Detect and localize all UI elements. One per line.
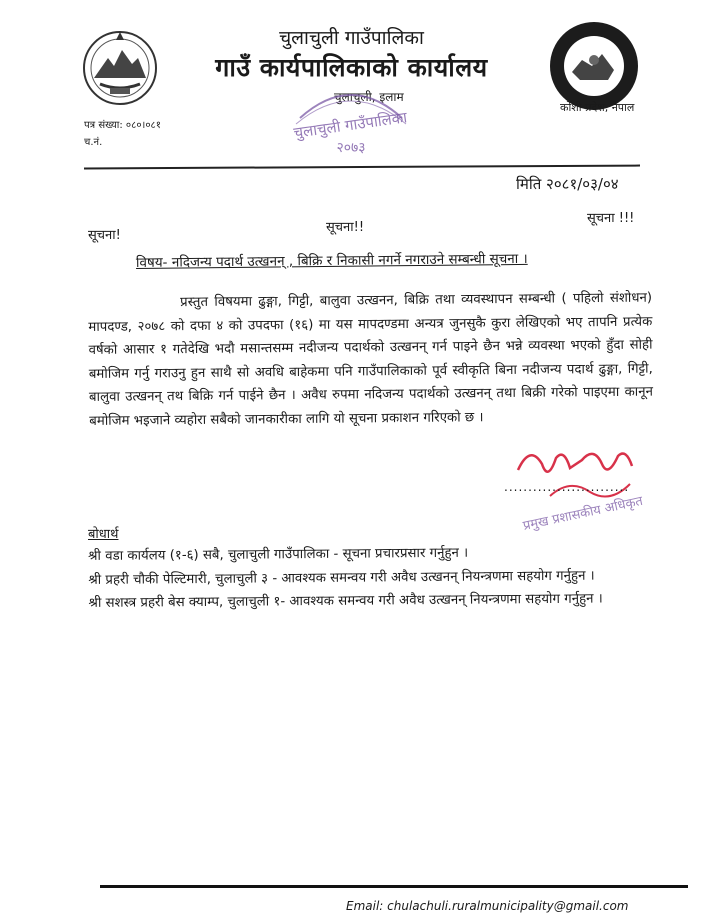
office-title: गाउँ कार्यपालिकाको कार्यालय <box>215 53 488 82</box>
notice-label-middle: सूचना!! <box>326 220 365 235</box>
seal-year: २०७३ <box>336 140 366 156</box>
province-address: कोशी प्रदेश, नेपाल <box>560 101 635 114</box>
header-divider <box>84 165 640 170</box>
subject-line: विषय- नदिजन्य पदार्थ उत्खनन् , बिक्रि र निकासी नगर्ने नगराउने सम्बन्धी सूचना । <box>135 250 528 271</box>
list-item: श्री सशस्त्र प्रहरी बेस क्याम्प, चुलाचुली १- आवश्यक समन्वय गरी अवैध उत्खनन् नियन्त्रणमा सहयोग गर्नुहुन । <box>88 591 603 611</box>
dispatch-number: च.नं. <box>84 137 103 148</box>
district-address: चुलाचुली, इलाम <box>334 90 404 104</box>
notice-label-left: सूचना! <box>88 228 121 243</box>
notice-label-right: सूचना !!! <box>587 211 635 226</box>
cc-heading: बोधार्थ <box>88 527 119 542</box>
footer-divider <box>100 885 688 888</box>
notice-body: प्रस्तुत विषयमा ढुङ्गा, गिट्टी, बालुवा उत्खनन, बिक्रि तथा व्यवस्थापन सम्बन्धी ( पहिलो संशोधन) मापदण्ड, २०७८ को दफा ४ को उपदफा (१६) मा यस मापदण्डमा अन्यत्र जुनसुकै कुरा लेखिएको भए तापनि प्रत्येक वर्षको आसार १ गतेदेखि भदौ मसान्तसम्म नदीजन्य पदार्थको उत्खनन् गर्न पाइने छैन भन्ने व्यवस्था भएको हुँदा सोही बमोजिम गर्नु गराउनु हुन साथै सो अवधि बाहेकमा पनि गाउँपालिकाको पूर्व स्वीकृति बिना नदीजन्य पदार्थ ढुङ्गा, गिट्टी, बालुवा उत्खनन् तथ बिक्रि गर्न पाईने छैन । अवैध रुपमा नदिजन्य पदार्थको उत्खनन् तथा बिक्री गरेको पाइएमा कानून बमोजिम भइजाने व्यहोरा सबैको जानकारीका लागि यो सूचना प्रकाशन गरिएको छ । <box>88 290 654 429</box>
stamp-designation: प्रमुख प्रशासकीय अधिकृत <box>521 493 645 534</box>
letter-date: मिति २०८१/०३/०४ <box>516 175 619 193</box>
list-item: श्री प्रहरी चौकी पेल्टिमारी, चुलाचुली ३ - आवश्यक समन्वय गरी अवैध उत्खनन् नियन्त्रणमा सहयोग गर्नुहुन । <box>88 568 595 588</box>
list-item: श्री वडा कार्यलय (१-६) सबै, चुलाचुली गाउँपालिका - सूचना प्रचारप्रसार गर्नुहुन । <box>88 545 469 564</box>
footer-email[interactable]: Email: chulachuli.ruralmunicipality@gmail.com <box>346 899 629 913</box>
office-seal-stamp <box>286 78 416 160</box>
seal-text: चुलाचुली गाउँपालिका <box>292 108 409 142</box>
signature-line: .......................... <box>504 480 630 494</box>
reference-number: पत्र संख्या: ०८०।०८१ <box>84 120 161 131</box>
cc-list <box>88 540 659 615</box>
municipality-name: चुलाचुली गाउँपालिका <box>279 27 424 49</box>
